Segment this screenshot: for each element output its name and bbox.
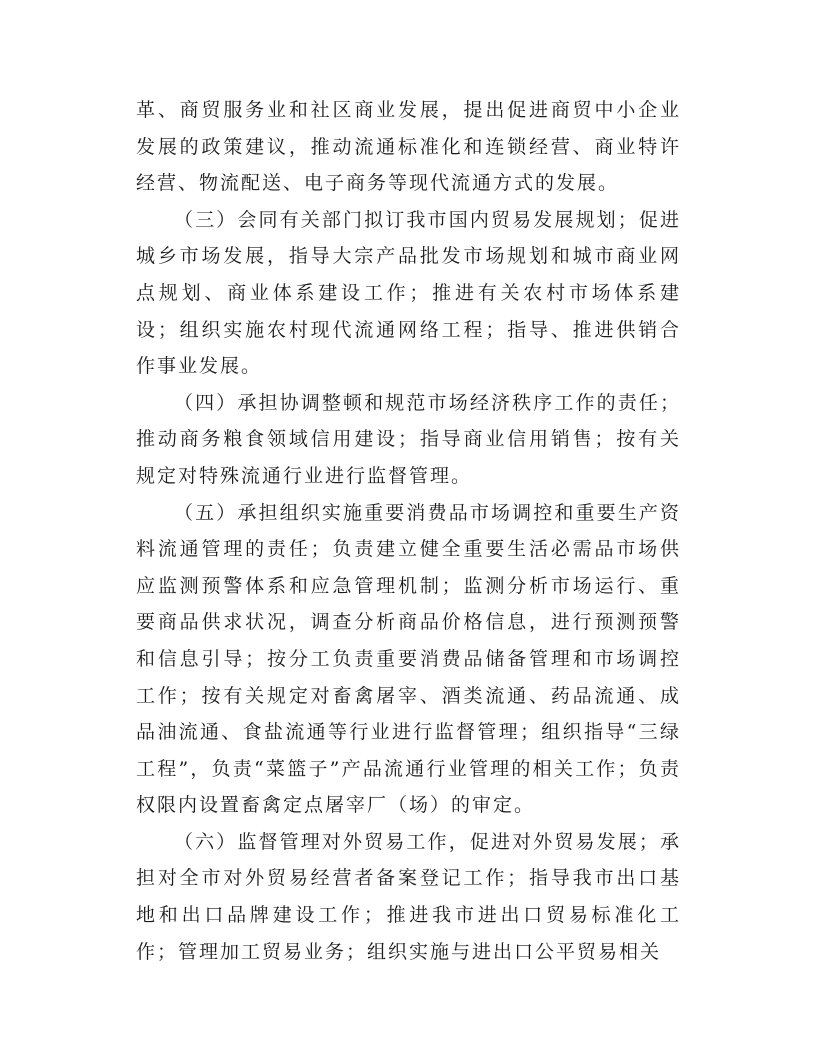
paragraph-item-6: （六）监督管理对外贸易工作，促进对外贸易发展；承担对全市对外贸易经营者备案登记工作；指导我市出口基地和出口品牌建设工作；推进我市进出口贸易标准化工作；管理加工贸易业务；组织实施与进出口公平贸易相关: [136, 830, 681, 963]
paragraph-item-4: （四）承担协调整顿和规范市场经济秩序工作的责任；推动商务粮食领域信用建设；指导商业信用销售；按有关规定对特殊流通行业进行监督管理。: [136, 391, 681, 487]
paragraph-item-5: （五）承担组织实施重要消费品市场调控和重要生产资料流通管理的责任；负责建立健全重要生活必需品市场供应监测预警体系和应急管理机制；监测分析市场运行、重要商品供求状况，调查分析商品价格信息，进行预测预警和信息引导；按分工负责重要消费品储备管理和市场调控工作；按有关规定对畜禽屠宰、酒类流通、药品流通、成品油流通、食盐流通等行业进行监督管理；组织指导“三绿工程”，负责“菜篮子”产品流通行业管理的相关工作；负责权限内设置畜禽定点屠宰厂（场）的审定。: [136, 501, 681, 817]
document-page: [136, 92, 681, 970]
paragraph-continuation: 革、商贸服务业和社区商业发展，提出促进商贸中小企业发展的政策建议，推动流通标准化和连锁经营、商业特许经营、物流配送、电子商务等现代流通方式的发展。: [136, 99, 681, 195]
paragraph-item-3: （三）会同有关部门拟订我市国内贸易发展规划；促进城乡市场发展，指导大宗产品批发市场规划和城市商业网点规划、商业体系建设工作；推进有关农村市场体系建设；组织实施农村现代流通网络工程；指导、推进供销合作事业发展。: [136, 208, 681, 378]
